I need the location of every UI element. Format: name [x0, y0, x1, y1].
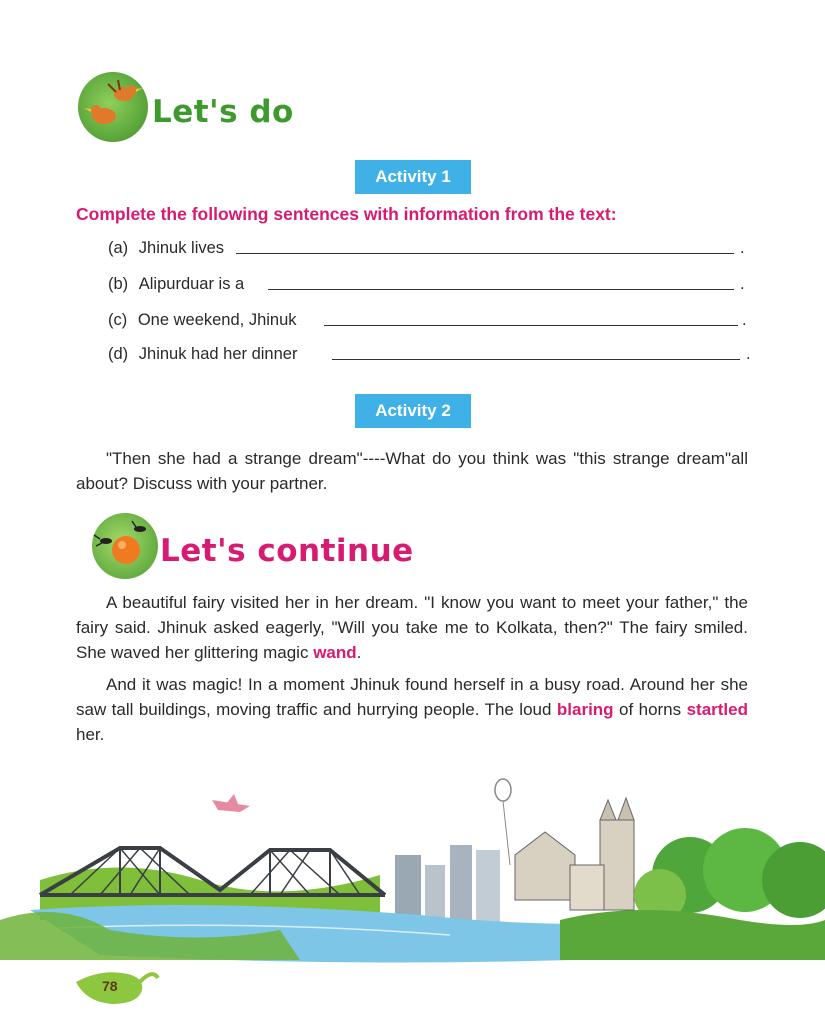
kolkata-cityscape-illustration: [0, 770, 825, 970]
item-marker: (b): [108, 275, 129, 293]
highlight-word-startled: startled: [686, 700, 748, 719]
item-marker: (a): [108, 239, 129, 257]
lets-do-heading: Let's do: [152, 94, 294, 130]
end-mark: .: [740, 239, 745, 257]
answer-line[interactable]: [332, 359, 740, 360]
activity-2-text: "Then she had a strange dream"----What do you think was "this strange dream"all about? Discuss with your partner.: [76, 449, 748, 493]
item-text: Jhinuk lives: [138, 239, 225, 257]
orange-badge-icon: [92, 513, 158, 579]
item-marker: (d): [108, 345, 129, 363]
list-item: [108, 308, 748, 332]
story-paragraph-2: And it was magic! In a moment Jhinuk found herself in a busy road. Around her she saw tall buildings, moving traffic and hurrying people. The loud blaring of horns startled her.: [76, 675, 748, 744]
balloon-icon: [495, 779, 511, 801]
item-text: Alipurduar is a: [138, 275, 245, 293]
answer-line[interactable]: [324, 325, 738, 326]
item-text: Jhinuk had her dinner: [138, 345, 298, 363]
airplane-icon: [212, 794, 250, 812]
end-mark: .: [740, 275, 745, 293]
item-text: One weekend, Jhinuk: [137, 311, 297, 329]
activity-2-label: Activity 2: [355, 394, 471, 428]
item-marker: (c): [108, 311, 128, 329]
end-mark: .: [746, 345, 751, 363]
story-paragraph-1: A beautiful fairy visited her in her dream. "I know you want to meet your father," the fairy said. Jhinuk asked eagerly, "Will you take me to Kolkata, then?" The fairy smiled. She waved her glittering magic wand.: [76, 593, 748, 662]
list-item: [108, 272, 748, 296]
page-number: 78: [102, 978, 118, 994]
activity-1-label: Activity 1: [355, 160, 471, 194]
answer-line[interactable]: [268, 289, 734, 290]
highlight-word-wand: wand: [313, 643, 357, 662]
birds-badge-icon: [78, 72, 148, 142]
activity-1-instruction: Complete the following sentences with information from the text:: [76, 204, 617, 224]
highlight-word-blaring: blaring: [556, 700, 614, 719]
lets-continue-heading: Let's continue: [160, 533, 414, 569]
answer-line[interactable]: [236, 253, 734, 254]
end-mark: .: [742, 311, 747, 329]
list-item: [108, 236, 748, 260]
list-item: [108, 342, 753, 366]
